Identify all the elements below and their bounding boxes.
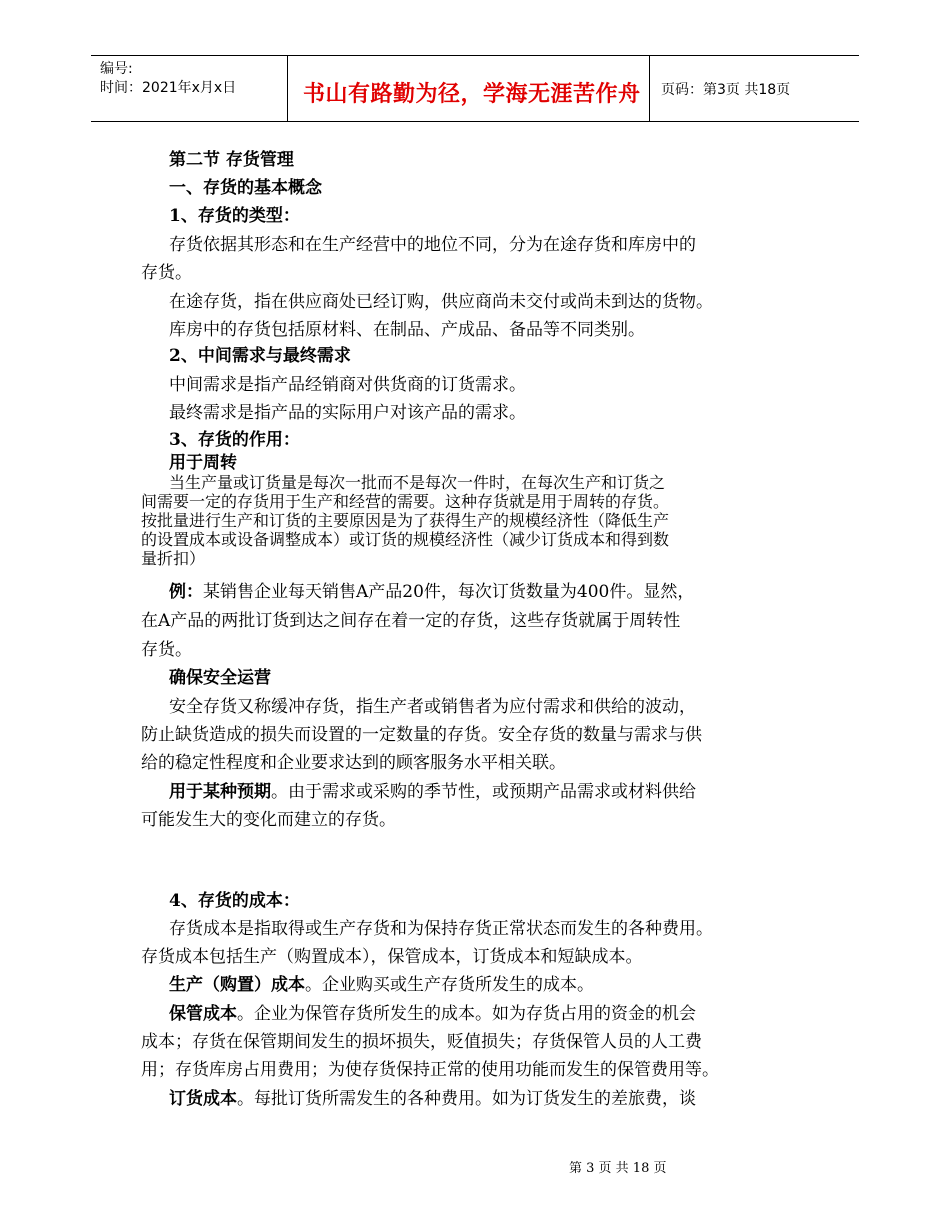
- anticipation-text: 。由于需求或采购的季节性，或预期产品需求或材料供给: [271, 782, 696, 802]
- example-text: 某销售企业每天销售A产品20件，每次订货数量为400件。显然，: [203, 582, 695, 602]
- safety-line2: 防止缺货造成的损失而设置的一定数量的存货。安全存货的数量与需求与供: [141, 725, 702, 745]
- anticipation-line2: 可能发生大的变化而建立的存货。: [141, 810, 396, 830]
- turnover-line5: 量折扣）: [141, 549, 206, 568]
- paragraph-types-line1: 存货依据其形态和在生产经营中的地位不同，分为在途存货和库房中的: [169, 235, 696, 255]
- example-line1: [169, 577, 694, 607]
- header-number-label: 编号:: [100, 61, 133, 77]
- turnover-line4: 的设置成本或设备调整成本）或订货的规模经济性（减少订货成本和得到数: [141, 530, 670, 549]
- cost-production-line: [169, 970, 594, 1000]
- turnover-line3: 按批量进行生产和订货的主要原因是为了获得生产的规模经济性（降低生产: [141, 511, 670, 530]
- heading-demand: 2、中间需求与最终需求: [169, 346, 351, 366]
- subheading-safety: 确保安全运营: [169, 668, 271, 688]
- safety-line1: 安全存货又称缓冲存货，指生产者或销售者为应付需求和供给的波动，: [169, 697, 696, 717]
- paragraph-final-demand: 最终需求是指产品的实际用户对该产品的需求。: [169, 403, 526, 423]
- paragraph-types-line2: 存货。: [141, 263, 192, 283]
- cost-holding-label: 保管成本: [169, 1004, 237, 1024]
- cost-holding-line2: 成本；存货在保管期间发生的损坏损失，贬值损失；存货保管人员的人工费: [141, 1032, 702, 1052]
- heading-basic-concepts: 一、存货的基本概念: [169, 178, 322, 198]
- cost-intro-line1: 存货成本是指取得或生产存货和为保持存货正常状态而发生的各种费用。: [169, 919, 713, 939]
- paragraph-warehouse: 库房中的存货包括原材料、在制品、产成品、备品等不同类别。: [169, 320, 645, 340]
- cost-ordering-text: 。每批订货所需发生的各种费用。如为订货发生的差旅费，谈: [237, 1089, 696, 1109]
- heading-inventory-cost: 4、存货的成本：: [169, 891, 300, 911]
- heading-inventory-roles: 3、存货的作用：: [169, 430, 300, 450]
- header-bottom-rule: [91, 121, 859, 122]
- header-motto: 书山有路勤为径，学海无涯苦作舟: [303, 81, 641, 107]
- subheading-turnover: 用于周转: [169, 453, 237, 473]
- cost-intro-line2: 存货成本包括生产（购置成本），保管成本，订货成本和短缺成本。: [141, 947, 643, 967]
- example-line2: 在A产品的两批订货到达之间存在着一定的存货，这些存货就属于周转性: [141, 611, 681, 631]
- cost-holding-line1: [169, 999, 696, 1029]
- example-line3: 存货。: [141, 640, 192, 660]
- cost-production-label: 生产（购置）成本: [169, 975, 305, 995]
- section-title: 第二节 存货管理: [169, 150, 294, 170]
- cost-ordering-label: 订货成本: [169, 1089, 237, 1109]
- example-label: 例：: [169, 582, 203, 602]
- cost-production-text: 。企业购买或生产存货所发生的成本。: [305, 975, 594, 995]
- cost-holding-text: 。企业为保管存货所发生的成本。如为存货占用的资金的机会: [237, 1004, 696, 1024]
- header-top-rule: [91, 55, 859, 56]
- paragraph-intermediate-demand: 中间需求是指产品经销商对供货商的订货需求。: [169, 375, 526, 395]
- cost-ordering-line1: [169, 1084, 696, 1114]
- cost-holding-line3: 用；存货库房占用费用；为使存货保持正常的使用功能而发生的保管费用等。: [141, 1060, 719, 1080]
- header-time-label: 时间：2021年x月x日: [100, 80, 237, 96]
- anticipation-line1: [169, 777, 696, 807]
- header-divider-left: [287, 55, 288, 122]
- safety-line3: 给的稳定性程度和企业要求达到的顾客服务水平相关联。: [141, 753, 566, 773]
- footer-page-number: 第 3 页 共 18 页: [569, 1161, 667, 1176]
- subheading-anticipation: 用于某种预期: [169, 782, 271, 802]
- header-page-label: 页码：第3页 共18页: [661, 82, 791, 98]
- header-divider-right: [649, 55, 650, 122]
- paragraph-in-transit: 在途存货，指在供应商处已经订购，供应商尚未交付或尚未到达的货物。: [169, 292, 713, 312]
- turnover-line2: 间需要一定的存货用于生产和经营的需要。这种存货就是用于周转的存货。: [141, 492, 670, 511]
- turnover-line1: 当生产量或订货量是每次一批而不是每次一件时，在每次生产和订货之: [169, 473, 666, 492]
- heading-inventory-types: 1、存货的类型：: [169, 206, 300, 226]
